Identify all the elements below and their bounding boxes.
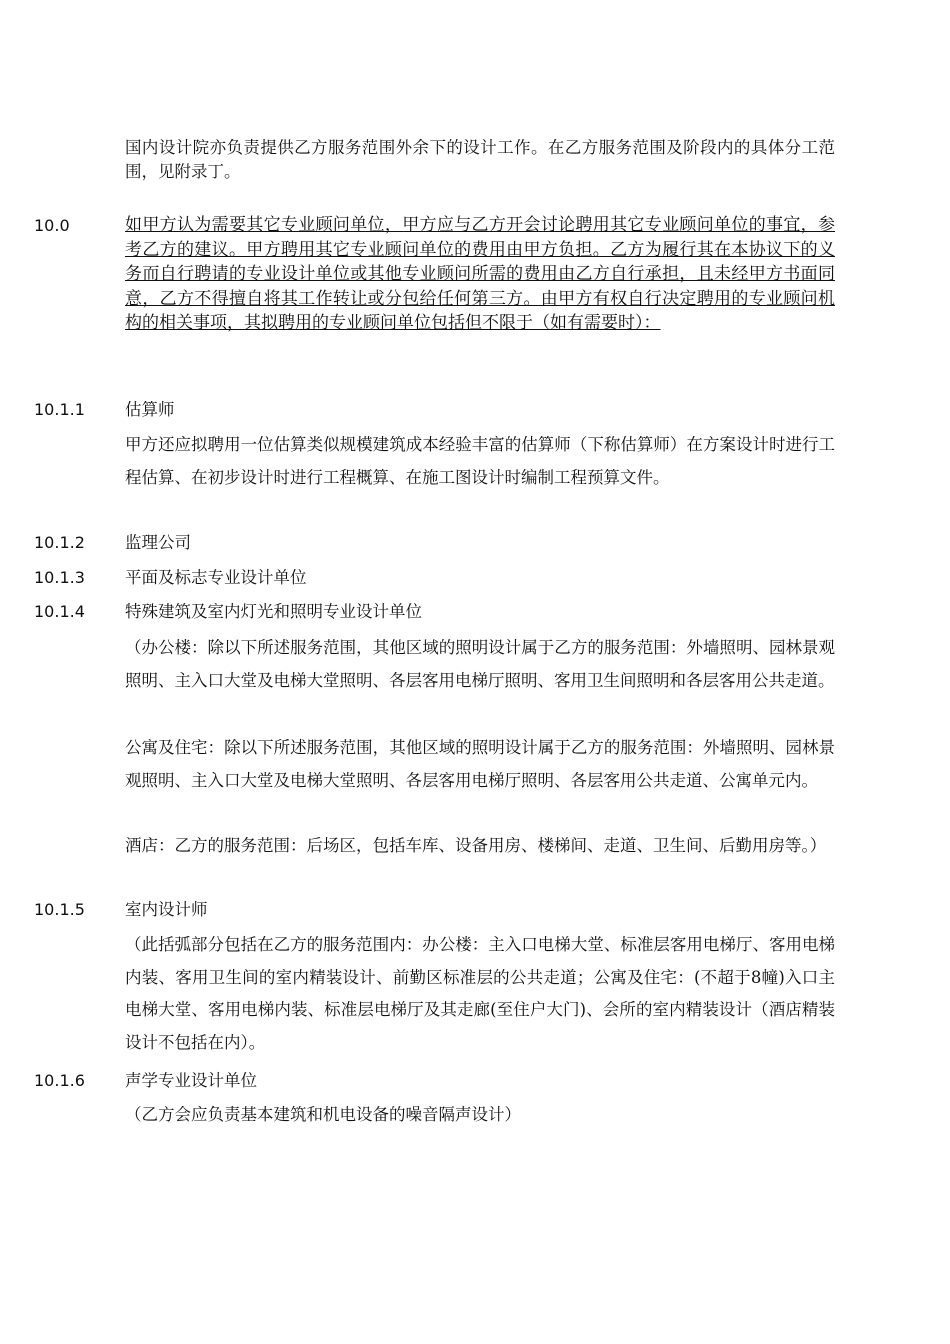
section-text: 如甲方认为需要其它专业顾问单位，甲方应与乙方开会讨论聘用其它专业顾问单位的事宜，参考乙方的建议。甲方聘用其它专业顾问单位的费用由甲方负担。乙方为履行其在本协议下的义务而自行聘请的专业设计单位或其他专业顾问所需的费用由乙方自行承担，且未经甲方书面同意，乙方不得擅自将其工作转让或分包给任何第三方。由甲方有权自行决定聘用的专业顾问机构的相关事项，其拟聘用的专业顾问单位包括但不限于（如有需要时）： bbox=[125, 215, 835, 334]
section-number: 10.0 bbox=[34, 216, 70, 235]
item-title: 特殊建筑及室内灯光和照明专业设计单位 bbox=[125, 602, 422, 621]
item-title: 声学专业设计单位 bbox=[125, 1071, 257, 1090]
item-paragraph: 甲方还应拟聘用一位估算类似规模建筑成本经验丰富的估算师（下称估算师）在方案设计时进行工程估算、在初步设计时进行工程概算、在施工图设计时编制工程预算文件。 bbox=[125, 435, 835, 487]
intro-paragraph: 国内设计院亦负责提供乙方服务范围外余下的设计工作。在乙方服务范围及阶段内的具体分工范围，见附录丁。 bbox=[125, 138, 835, 181]
item-paragraph: （办公楼：除以下所述服务范围，其他区域的照明设计属于乙方的服务范围：外墙照明、园林景观照明、主入口大堂及电梯大堂照明、各层客用电梯厅照明、客用卫生间照明和各层客用公共走道。 bbox=[125, 638, 835, 690]
item-title: 室内设计师 bbox=[125, 900, 208, 919]
item-number: 10.1.3 bbox=[34, 568, 85, 587]
item-title: 平面及标志专业设计单位 bbox=[125, 568, 307, 587]
item-number: 10.1.2 bbox=[34, 533, 85, 552]
item-number: 10.1.6 bbox=[34, 1071, 85, 1090]
item-paragraph: （乙方会应负责基本建筑和机电设备的噪音隔声设计） bbox=[125, 1105, 521, 1124]
item-paragraph: 酒店：乙方的服务范围：后场区，包括车库、设备用房、楼梯间、走道、卫生间、后勤用房等。） bbox=[125, 836, 827, 855]
item-number: 10.1.4 bbox=[34, 602, 85, 621]
item-number: 10.1.1 bbox=[34, 400, 85, 419]
item-title: 监理公司 bbox=[125, 533, 191, 552]
item-title: 估算师 bbox=[125, 400, 175, 419]
item-number: 10.1.5 bbox=[34, 900, 85, 919]
item-paragraph: （此括弧部分包括在乙方的服务范围内：办公楼：主入口电梯大堂、标准层客用电梯厅、客用电梯内装、客用卫生间的室内精装设计、前勤区标准层的公共走道；公寓及住宅：(不超于8幢)入口主电梯大堂、客用电梯内装、标准层电梯厅及其走廊(至住户大门)、会所的室内精装设计（酒店精装设计不包括在内）。 bbox=[125, 935, 835, 1052]
item-paragraph: 公寓及住宅：除以下所述服务范围，其他区域的照明设计属于乙方的服务范围：外墙照明、园林景观照明、主入口大堂及电梯大堂照明、各层客用电梯厅照明、各层客用公共走道、公寓单元内。 bbox=[125, 738, 835, 790]
